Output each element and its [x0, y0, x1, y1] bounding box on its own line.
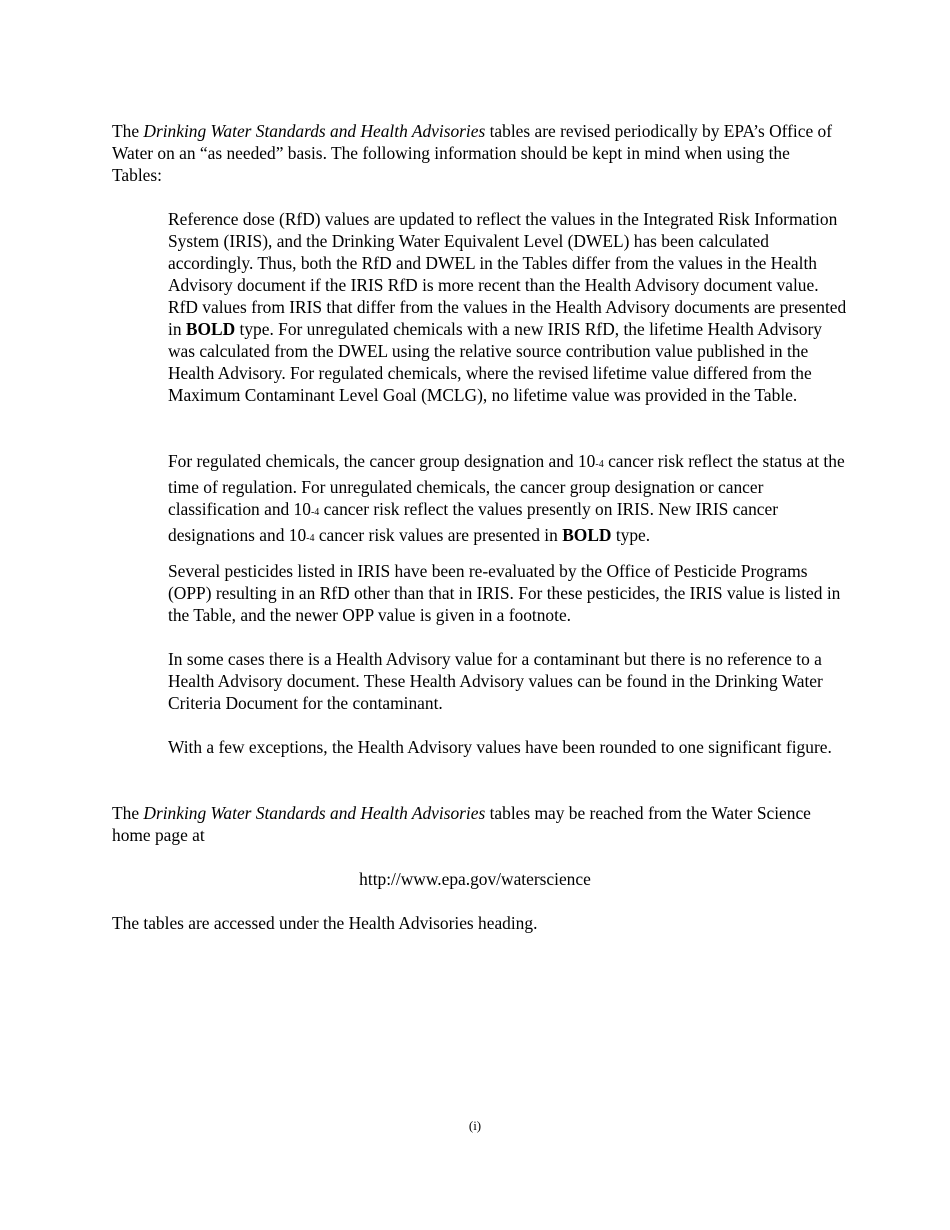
cancer-paragraph: [168, 450, 848, 550]
pesticides-paragraph: Several pesticides listed in IRIS have been re-evaluated by the Office of Pesticide Programs (OPP) resulting in an RfD other than that in IRIS. For these pesticides, the IRIS value is listed in the Table, and the newer OPP value is given in a footnote.: [168, 561, 841, 625]
reach-text: tables may be reached from the Water Science home page at: [112, 803, 811, 845]
rfd-bold: BOLD: [185, 319, 236, 339]
reach-lead: The: [112, 803, 144, 823]
intro-paragraph: [112, 120, 842, 186]
rfd-text-1: Reference dose (RfD) values are updated to reflect the values in the Integrated Risk Information System (IRIS), and the Drinking Water Equivalent Level (DWEL) has been calculated accordingly. Thus, both the RfD and DWEL in the Tables differ from the values in the Health Advisory document if the IRIS RfD is more recent than the Health Advisory document value. RfD values from IRIS that differ from the values in the Health Advisory documents are presented in: [168, 209, 847, 339]
cancer-exponent-2: -4: [310, 507, 320, 518]
cases-paragraph: In some cases there is a Health Advisory value for a contaminant but there is no reference to a Health Advisory document. These Health Advisory values can be found in the Drinking Water Criteria Document for the contaminant.: [168, 649, 823, 713]
page-number: (i): [468, 1118, 482, 1133]
cancer-text-4: cancer risk values are presented in: [314, 525, 563, 545]
exceptions-paragraph: With a few exceptions, the Health Advisory values have been rounded to one significant figure.: [168, 737, 832, 757]
rfd-paragraph: [168, 208, 848, 406]
cancer-text-3: cancer risk reflect the values presently on IRIS. New IRIS cancer designations and 10: [168, 499, 779, 545]
cancer-text-1: For regulated chemicals, the cancer group designation and 10: [168, 451, 596, 471]
reach-title: Drinking Water Standards and Health Advisories: [143, 803, 486, 823]
intro-lead: The: [112, 121, 144, 141]
reach-paragraph: [112, 802, 842, 846]
cancer-text-2: cancer risk reflect the status at the time of regulation. For unregulated chemicals, the cancer group designation or cancer classification and 10: [168, 451, 845, 519]
cancer-exponent-3: -4: [306, 533, 315, 544]
intro-title: Drinking Water Standards and Health Advisories: [143, 121, 486, 141]
cancer-bold: BOLD: [562, 525, 612, 545]
rfd-text-2: type. For unregulated chemicals with a new IRIS RfD, the lifetime Health Advisory was calculated from the DWEL using the relative source contribution value published in the Health Advisory. For regulated chemicals, where the revised lifetime value differed from the Maximum Contaminant Level Goal (MCLG), no lifetime value was provided in the Table.: [168, 319, 822, 405]
cancer-exponent-1: -4: [595, 459, 604, 470]
cancer-text-5: type.: [611, 525, 651, 545]
intro-text: tables are revised periodically by EPA’s Office of Water on an “as needed” basis. The following information should be kept in mind when using the Tables:: [112, 121, 832, 185]
heading-note-paragraph: The tables are accessed under the Health Advisories heading.: [112, 913, 538, 933]
water-science-url[interactable]: http://www.epa.gov/waterscience: [359, 869, 591, 889]
